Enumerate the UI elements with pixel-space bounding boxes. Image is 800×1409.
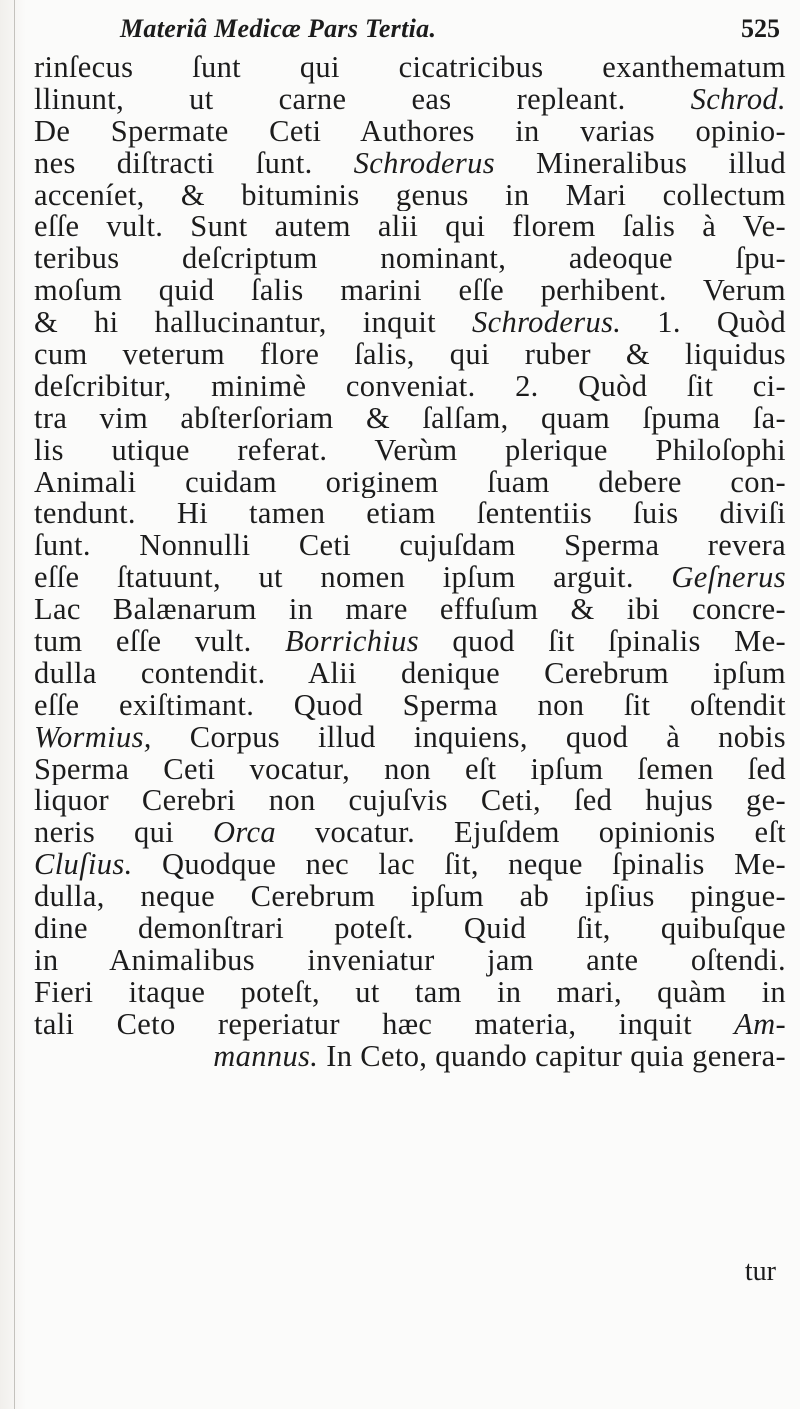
text-line [34, 594, 786, 626]
text-segment: rinſecus ſunt qui cicatricibus exanthematum [34, 52, 786, 84]
text-segment: eſſe ſtatuunt, ut nomen ipſum arguit. [34, 562, 672, 595]
text-segment: tendunt. Hi tamen etiam ſententiis ſuis diviſi [34, 498, 786, 531]
text-segment: acceníet, & bituminis genus in Mari collectum [34, 179, 786, 212]
italic-name: Borrichius [285, 626, 419, 658]
text-segment: neris qui [34, 817, 213, 850]
text-segment: llinunt, ut carne eas repleant. [34, 83, 691, 116]
running-title: Materiâ Medicæ Pars Tertia. [120, 14, 437, 43]
text-line [34, 498, 786, 530]
text-line [34, 1041, 786, 1073]
text-line [34, 467, 786, 499]
italic-name: Schroderus [353, 147, 495, 180]
text-segment: De Spermate Ceti Authores in varias opinio- [34, 115, 786, 148]
text-line [34, 722, 786, 754]
text-segment: Quodque nec lac ſit, neque ſpinalis Me- [132, 849, 786, 882]
text-line [34, 530, 786, 562]
text-segment: liquor Cerebri non cujuſvis Ceti, ſed hujus ge- [34, 785, 786, 818]
text-segment: Animali cuidam originem ſuam debere con- [34, 466, 786, 499]
text-line [34, 913, 786, 945]
text-line [34, 945, 786, 977]
body-text [34, 52, 786, 1073]
text-line [34, 116, 786, 148]
italic-name: Geſnerus [671, 562, 786, 595]
text-segment: dine demonſtrari poteſt. Quid ſit, quibuſque [34, 913, 786, 945]
text-segment: eſſe exiſtimant. Quod Sperma non ſit oſtendit [34, 689, 786, 722]
text-segment: Sperma Ceti vocatur, non eſt ipſum ſemen ſed [34, 753, 786, 786]
text-segment: Mineralibus illud [494, 147, 786, 180]
text-line [34, 626, 786, 658]
text-segment: lis utique referat. Verùm plerique Philoſophi [34, 434, 786, 467]
italic-name: Schrod. [690, 83, 786, 116]
text-segment: cum veterum flore ſalis, qui ruber & liquidus [34, 339, 786, 371]
text-line [34, 690, 786, 722]
text-segment: vocatur. Ejuſdem opinionis eſt [275, 817, 786, 850]
text-segment: In Ceto, quando capitur quia genera- [318, 1040, 786, 1073]
text-line [34, 180, 786, 212]
text-segment: ſunt. Nonnulli Ceti cujuſdam Sperma revera [34, 530, 786, 563]
text-segment: teribus deſcriptum nominant, adeoque ſpu- [34, 243, 786, 276]
text-line [34, 977, 786, 1009]
text-line [34, 785, 786, 817]
text-line [34, 371, 786, 403]
page-number: 525 [741, 14, 780, 43]
italic-name: Am- [734, 1008, 786, 1041]
text-line [34, 403, 786, 435]
page-gutter [0, 0, 26, 1409]
text-segment: Corpus illud inquiens, quod à nobis [151, 721, 786, 754]
text-line [34, 275, 786, 307]
text-segment: Lac Balænarum in mare effuſum & ibi concre- [34, 594, 786, 627]
text-line [34, 243, 786, 275]
text-line [34, 84, 786, 116]
text-segment: deſcribitur, minimè conveniat. 2. Quòd ſit ci- [34, 370, 786, 403]
text-line [34, 658, 786, 690]
text-line [34, 1009, 786, 1041]
text-line [34, 881, 786, 913]
text-line [34, 754, 786, 786]
text-segment: eſſe vult. Sunt autem alii qui florem ſalis à Ve- [34, 211, 786, 244]
text-segment: Fieri itaque poteſt, ut tam in mari, quàm in [34, 976, 786, 1009]
text-line [34, 339, 786, 371]
text-line [34, 849, 786, 881]
italic-name: Schroderus. [471, 307, 622, 340]
running-header [120, 14, 780, 46]
text-segment: quod ſit ſpinalis Me- [418, 626, 786, 658]
text-line [34, 817, 786, 849]
text-line [34, 148, 786, 180]
text-segment: nes diſtracti ſunt. [34, 147, 354, 180]
text-segment: dulla contendit. Alii denique Cerebrum ipſum [34, 657, 786, 690]
text-segment: in Animalibus inveniatur jam ante oſtendi. [34, 944, 786, 977]
text-line [34, 562, 786, 594]
text-segment: moſum quid ſalis marini eſſe perhibent. Verum [34, 275, 786, 308]
text-segment: tum eſſe vult. [34, 626, 285, 658]
text-line [34, 52, 786, 84]
text-line [34, 307, 786, 339]
italic-name: Orca [212, 817, 276, 850]
italic-name: mannus. [213, 1040, 319, 1073]
italic-name: Wormius, [34, 721, 152, 754]
text-segment: tali Ceto reperiatur hæc materia, inquit [34, 1008, 735, 1041]
text-segment: & hi hallucinantur, inquit [34, 307, 472, 340]
text-line [34, 435, 786, 467]
text-line [34, 211, 786, 243]
italic-name: Cluſius. [34, 849, 133, 882]
text-segment: 1. Quòd [621, 307, 786, 340]
binding-edge [14, 0, 15, 1409]
catchword: tur [744, 1256, 776, 1287]
text-segment: dulla, neque Cerebrum ipſum ab ipſius pingue- [34, 881, 786, 914]
text-segment: tra vim abſterſoriam & ſalſam, quam ſpuma ſa- [34, 402, 786, 435]
